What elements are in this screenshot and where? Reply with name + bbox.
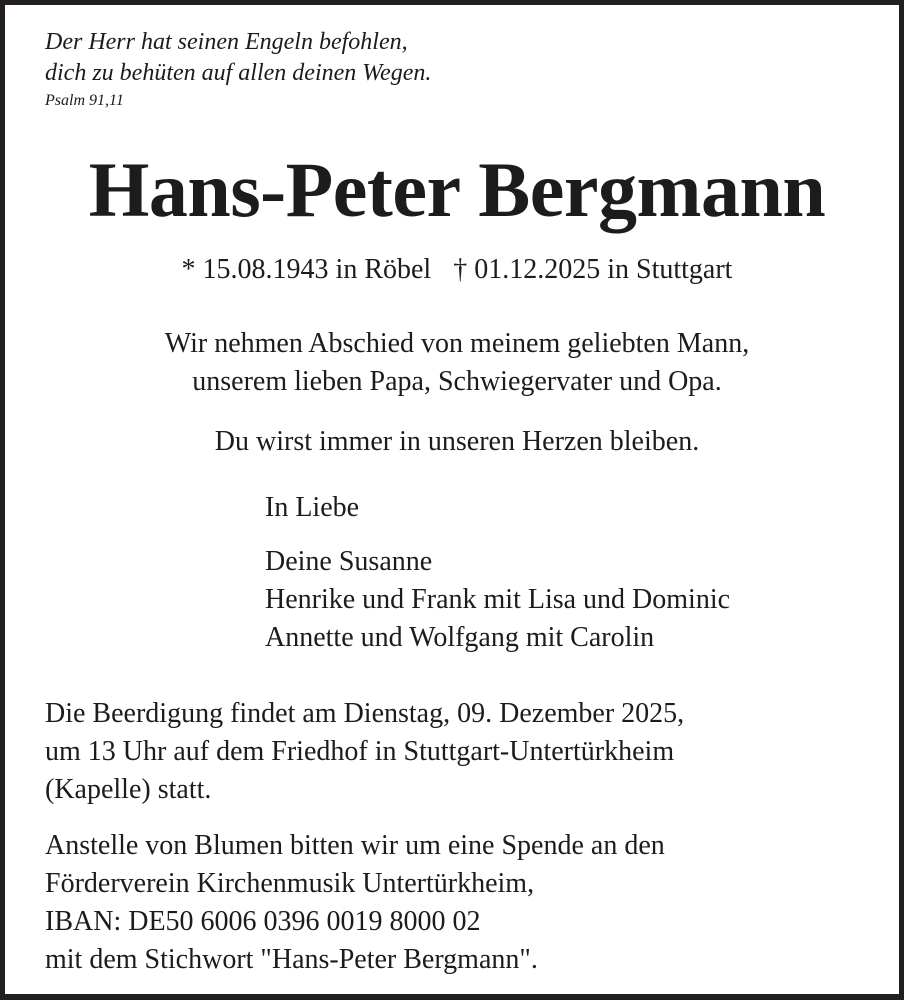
farewell-message (5, 325, 904, 401)
closing-phrase: In Liebe (265, 492, 360, 523)
funeral-line: (Kapelle) statt. (45, 774, 212, 805)
verse-reference: Psalm 91,11 (45, 92, 124, 109)
farewell-line: unserem lieben Papa, Schwiegervater und Opa. (192, 366, 722, 397)
birth-date: * 15.08.1943 in Röbel (181, 254, 432, 285)
funeral-line: um 13 Uhr auf dem Friedhof in Stuttgart-Untertürkheim (45, 736, 675, 767)
funeral-line: Die Beerdigung findet am Dienstag, 09. Dezember 2025, (45, 698, 685, 729)
death-date: † 01.12.2025 in Stuttgart (453, 254, 733, 285)
farewell-line: Wir nehmen Abschied von meinem geliebten Mann, (164, 328, 750, 359)
donation-info (45, 827, 665, 979)
donation-line: mit dem Stichwort "Hans-Peter Bergmann". (45, 944, 538, 975)
mourner-name: Deine Susanne (265, 546, 433, 577)
remembrance-line: Du wirst immer in unseren Herzen bleiben. (214, 426, 700, 457)
life-dates (5, 253, 904, 287)
mourner-name: Henrike und Frank mit Lisa und Dominic (265, 584, 731, 615)
donation-line: Anstelle von Blumen bitten wir um eine Spende an den (45, 830, 665, 861)
funeral-info (45, 695, 684, 809)
iban-line: IBAN: DE50 6006 0396 0019 8000 02 (45, 906, 481, 937)
mourner-name: Annette und Wolfgang mit Carolin (265, 622, 655, 653)
bible-verse (45, 27, 431, 89)
verse-line: Der Herr hat seinen Engeln befohlen, (45, 29, 408, 55)
deceased-name: Hans-Peter Bergmann (88, 146, 826, 233)
donation-line: Förderverein Kirchenmusik Untertürkheim, (45, 868, 535, 899)
verse-line: dich zu behüten auf allen deinen Wegen. (45, 60, 432, 86)
mourners-list (265, 543, 730, 657)
